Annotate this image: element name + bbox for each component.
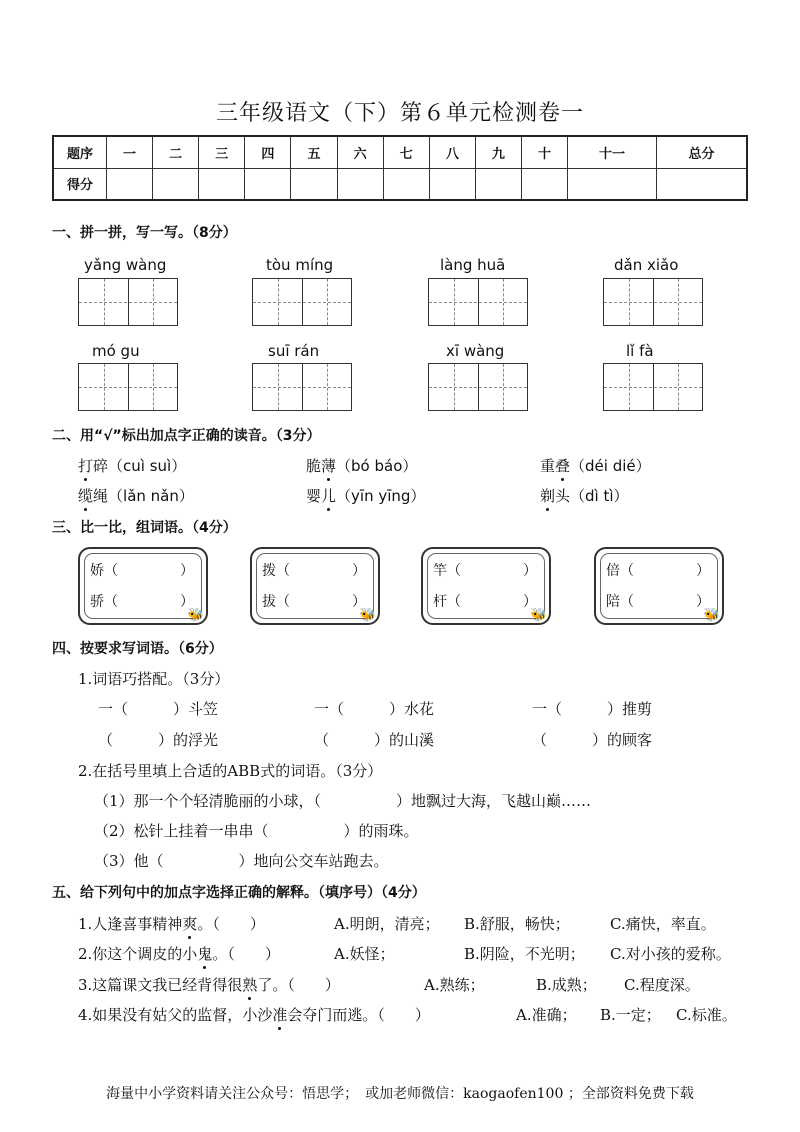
section-4-heading: 四、按要求写词语。（6分） <box>52 641 223 657</box>
word-row[interactable]: 骄（ ） <box>90 594 194 610</box>
answer-blank[interactable]: 。（ ） <box>212 945 280 963</box>
header-cell: 总分 <box>656 136 747 168</box>
dotted-char: 打 <box>78 457 94 475</box>
writing-grid[interactable] <box>252 278 352 326</box>
question-4-1: 1.词语巧搭配。（3分） <box>78 670 230 688</box>
option-c: C.对小孩的爱称。 <box>610 945 731 963</box>
pinyin-options[interactable]: （déi dié） <box>570 457 651 475</box>
bee-icon: 🐝 <box>530 608 547 623</box>
header-cell: 一 <box>107 136 153 168</box>
fill-blank-sentence[interactable]: （3）他（ ）地向公交车站跑去。 <box>94 852 389 870</box>
row-label: 得分 <box>53 168 107 200</box>
answer-blank[interactable]: 。（ ） <box>197 915 265 933</box>
fill-blank[interactable]: 一（ ）推剪 <box>532 700 653 718</box>
word-compare-card <box>78 547 208 625</box>
score-cell[interactable] <box>521 168 567 200</box>
score-cell[interactable] <box>337 168 383 200</box>
header-cell: 九 <box>475 136 521 168</box>
word-row[interactable]: 竿（ ） <box>433 563 537 579</box>
header-cell: 二 <box>153 136 199 168</box>
header-cell: 题序 <box>53 136 107 168</box>
dotted-char: 熟 <box>242 976 258 994</box>
header-cell: 七 <box>383 136 429 168</box>
dotted-char: 叠 <box>555 457 571 475</box>
pinyin-label: dǎn xiǎo <box>614 256 679 274</box>
word-row[interactable]: 陪（ ） <box>606 594 710 610</box>
score-cell[interactable] <box>568 168 657 200</box>
pronunciation-item: 打碎（cuì suì） <box>78 457 187 475</box>
option-c: C.标准。 <box>676 1006 737 1024</box>
answer-blank[interactable]: 会夺门而逃。（ ） <box>287 1006 430 1024</box>
dotted-char: 剃 <box>540 487 556 505</box>
section-5-heading: 五、给下列句中的加点字选择正确的解释。（填序号）（4分） <box>52 885 426 901</box>
option-a: A.准确； <box>516 1006 577 1024</box>
pinyin-label: xī wàng <box>446 342 505 360</box>
fill-blank-sentence[interactable]: （2）松针上挂着一串串（ ）的雨珠。 <box>94 822 419 840</box>
header-cell: 五 <box>291 136 337 168</box>
header-cell: 八 <box>429 136 475 168</box>
option-c: C.程度深。 <box>624 976 700 994</box>
pinyin-options[interactable]: （cuì suì） <box>108 457 187 475</box>
section-2-heading: 二、用“√”标出加点字正确的读音。（3分） <box>52 428 321 444</box>
writing-grid[interactable] <box>252 363 352 411</box>
header-cell: 三 <box>199 136 245 168</box>
word-row[interactable]: 娇（ ） <box>90 563 194 579</box>
dotted-char: 准 <box>272 1006 288 1024</box>
header-cell: 十 <box>521 136 567 168</box>
writing-grid[interactable] <box>428 278 528 326</box>
dotted-char: 鬼 <box>197 945 213 963</box>
score-cell[interactable] <box>245 168 291 200</box>
option-a: A.妖怪； <box>334 945 395 963</box>
option-c: C.痛快，率直。 <box>610 915 716 933</box>
score-table-score-row <box>53 168 747 200</box>
header-cell: 四 <box>245 136 291 168</box>
word-compare-card <box>250 547 380 625</box>
header-cell: 十一 <box>568 136 657 168</box>
answer-blank[interactable]: 了。（ ） <box>257 976 340 994</box>
score-cell[interactable] <box>199 168 245 200</box>
score-cell[interactable] <box>107 168 153 200</box>
word-row[interactable]: 拔（ ） <box>262 594 366 610</box>
score-cell[interactable] <box>475 168 521 200</box>
writing-grid[interactable] <box>78 278 178 326</box>
pronunciation-item: 脆薄（bó báo） <box>306 457 418 475</box>
writing-grid[interactable] <box>603 363 703 411</box>
question-4-2: 2.在括号里填上合适的ABB式的词语。（3分） <box>78 762 383 780</box>
score-cell[interactable] <box>429 168 475 200</box>
pinyin-options[interactable]: （dì tì） <box>570 487 629 505</box>
fill-blank[interactable]: 一（ ）水花 <box>314 700 435 718</box>
word-row[interactable]: 杆（ ） <box>433 594 537 610</box>
fill-blank[interactable]: 一（ ）斗笠 <box>98 700 219 718</box>
fill-blank[interactable]: （ ）的山溪 <box>314 731 435 749</box>
bee-icon: 🐝 <box>703 608 720 623</box>
option-b: B.成熟； <box>536 976 597 994</box>
meaning-question: 2.你这个调皮的小鬼。（ ） <box>78 945 280 963</box>
score-table-header-row <box>53 136 747 168</box>
section-1-heading: 一、拼一拼，写一写。（8分） <box>52 225 237 241</box>
score-cell[interactable] <box>656 168 747 200</box>
word-row[interactable]: 拨（ ） <box>262 563 366 579</box>
pronunciation-item: 缆绳（lǎn nǎn） <box>78 487 194 505</box>
meaning-question: 3.这篇课文我已经背得很熟了。（ ） <box>78 976 340 994</box>
dotted-char: 缆 <box>78 487 94 505</box>
pinyin-label: làng huā <box>440 256 506 274</box>
score-cell[interactable] <box>383 168 429 200</box>
dotted-char: 薄 <box>321 457 337 475</box>
pinyin-label: mó gu <box>92 342 140 360</box>
pinyin-label: tòu míng <box>266 256 334 274</box>
score-cell[interactable] <box>153 168 199 200</box>
option-a: A.明朗，清亮； <box>334 915 440 933</box>
page-title: 三年级语文（下）第６单元检测卷一 <box>215 101 584 126</box>
footer-note: 海量中小学资料请关注公众号：悟思学； 或加老师微信：kaogaofen100 ；全部资料免费下载 <box>106 1086 694 1102</box>
fill-blank[interactable]: （ ）的顾客 <box>532 731 653 749</box>
word-compare-card <box>421 547 551 625</box>
option-a: A.熟练； <box>424 976 485 994</box>
header-cell: 六 <box>337 136 383 168</box>
pinyin-options[interactable]: （yīn yīng） <box>336 487 426 505</box>
score-table <box>52 135 748 201</box>
writing-grid[interactable] <box>428 363 528 411</box>
bee-icon: 🐝 <box>187 608 204 623</box>
writing-grid[interactable] <box>78 363 178 411</box>
option-b: B.一定； <box>600 1006 661 1024</box>
word-compare-card <box>594 547 724 625</box>
dotted-char: 爽 <box>182 915 198 933</box>
section-3-heading: 三、比一比，组词语。（4分） <box>52 520 237 536</box>
pinyin-label: lǐ fà <box>626 342 654 360</box>
pronunciation-item: 婴儿（yīn yīng） <box>306 487 426 505</box>
fill-blank-sentence[interactable]: （1）那一个个轻清脆丽的小球，（ ）地飘过大海，飞越山巅…… <box>94 792 592 810</box>
option-b: B.舒服，畅快； <box>464 915 570 933</box>
pinyin-options[interactable]: （lǎn nǎn） <box>108 487 194 505</box>
dotted-char: 儿 <box>321 487 337 505</box>
meaning-question: 1.人逢喜事精神爽。（ ） <box>78 915 265 933</box>
option-b: B.阴险，不光明； <box>464 945 585 963</box>
writing-grid[interactable] <box>603 278 703 326</box>
pronunciation-item: 剃头（dì tì） <box>540 487 629 505</box>
pinyin-label: yǎng wàng <box>84 256 167 274</box>
pinyin-label: suī rán <box>268 342 320 360</box>
score-cell[interactable] <box>291 168 337 200</box>
pinyin-options[interactable]: （bó báo） <box>336 457 418 475</box>
pronunciation-item: 重叠（déi dié） <box>540 457 651 475</box>
bee-icon: 🐝 <box>359 608 376 623</box>
meaning-question: 4.如果没有姑父的监督，小沙准会夺门而逃。（ ） <box>78 1006 430 1024</box>
fill-blank[interactable]: （ ）的浮光 <box>98 731 219 749</box>
word-row[interactable]: 倍（ ） <box>606 563 710 579</box>
